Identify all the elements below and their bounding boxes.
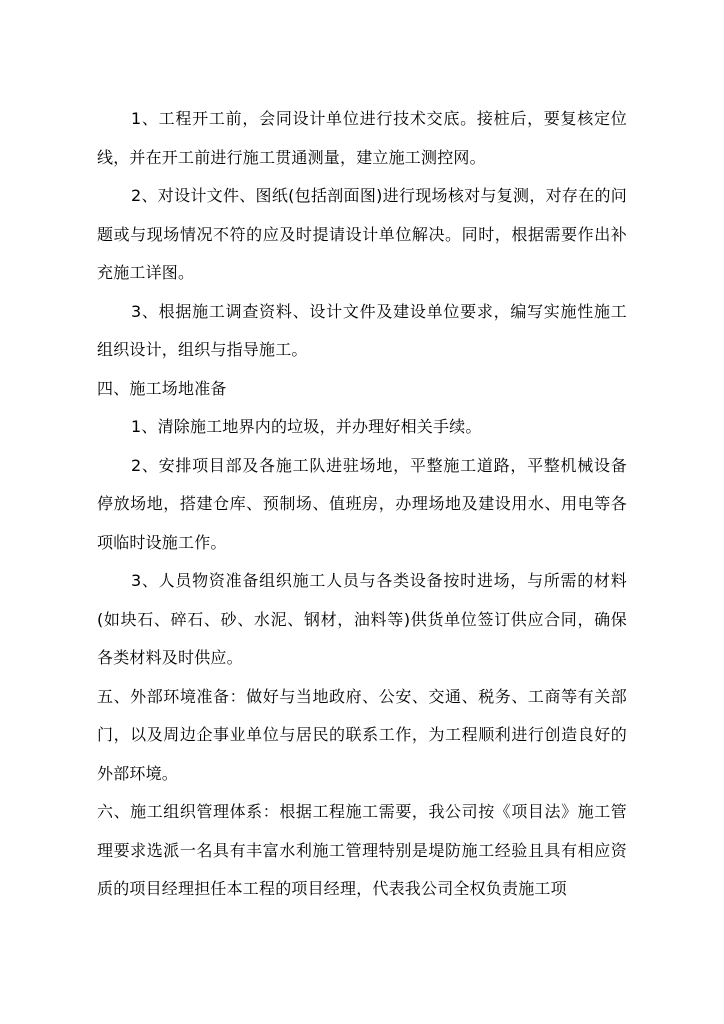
- paragraph-prep-3: 3、根据施工调查资料、设计文件及建设单位要求，编写实施性施工组织设计，组织与指导施工。: [97, 301, 627, 359]
- paragraph-site-1: 1、清除施工地界内的垃圾，并办理好相关手续。: [131, 417, 482, 436]
- section-external-environment: 五、外部环境准备：做好与当地政府、公安、交通、税务、工商等有关部门，以及周边企事业单位与居民的联系工作，为工程顺利进行创造良好的外部环境。: [97, 686, 627, 783]
- paragraph-site-2: 2、安排项目部及各施工队进驻场地，平整施工道路，平整机械设备停放场地，搭建仓库、预制场、值班房，办理场地及建设用水、用电等各项临时设施工作。: [97, 455, 627, 552]
- paragraph-site-3: 3、人员物资准备组织施工人员与各类设备按时进场，与所需的材料(如块石、碎石、砂、水泥、钢材，油料等)供货单位签订供应合同，确保各类材料及时供应。: [97, 571, 627, 667]
- section-heading-site-preparation: 四、施工场地准备: [97, 378, 227, 398]
- paragraph-prep-1: 1、工程开工前，会同设计单位进行技术交底。接桩后，要复核定位线，并在开工前进行施工贯通测量，建立施工测控网。: [97, 109, 627, 167]
- section-management-system: 六、施工组织管理体系：根据工程施工需要，我公司按《项目法》施工管理要求选派一名具有丰富水利施工管理特别是堤防施工经验且具有相应资质的项目经理担任本工程的项目经理，代表我公司全权负责施工项: [97, 802, 627, 898]
- paragraph-prep-2: 2、对设计文件、图纸(包括剖面图)进行现场核对与复测，对存在的问题或与现场情况不符的应及时提请设计单位解决。同时，根据需要作出补充施工详图。: [97, 186, 627, 282]
- document-body: [97, 100, 627, 909]
